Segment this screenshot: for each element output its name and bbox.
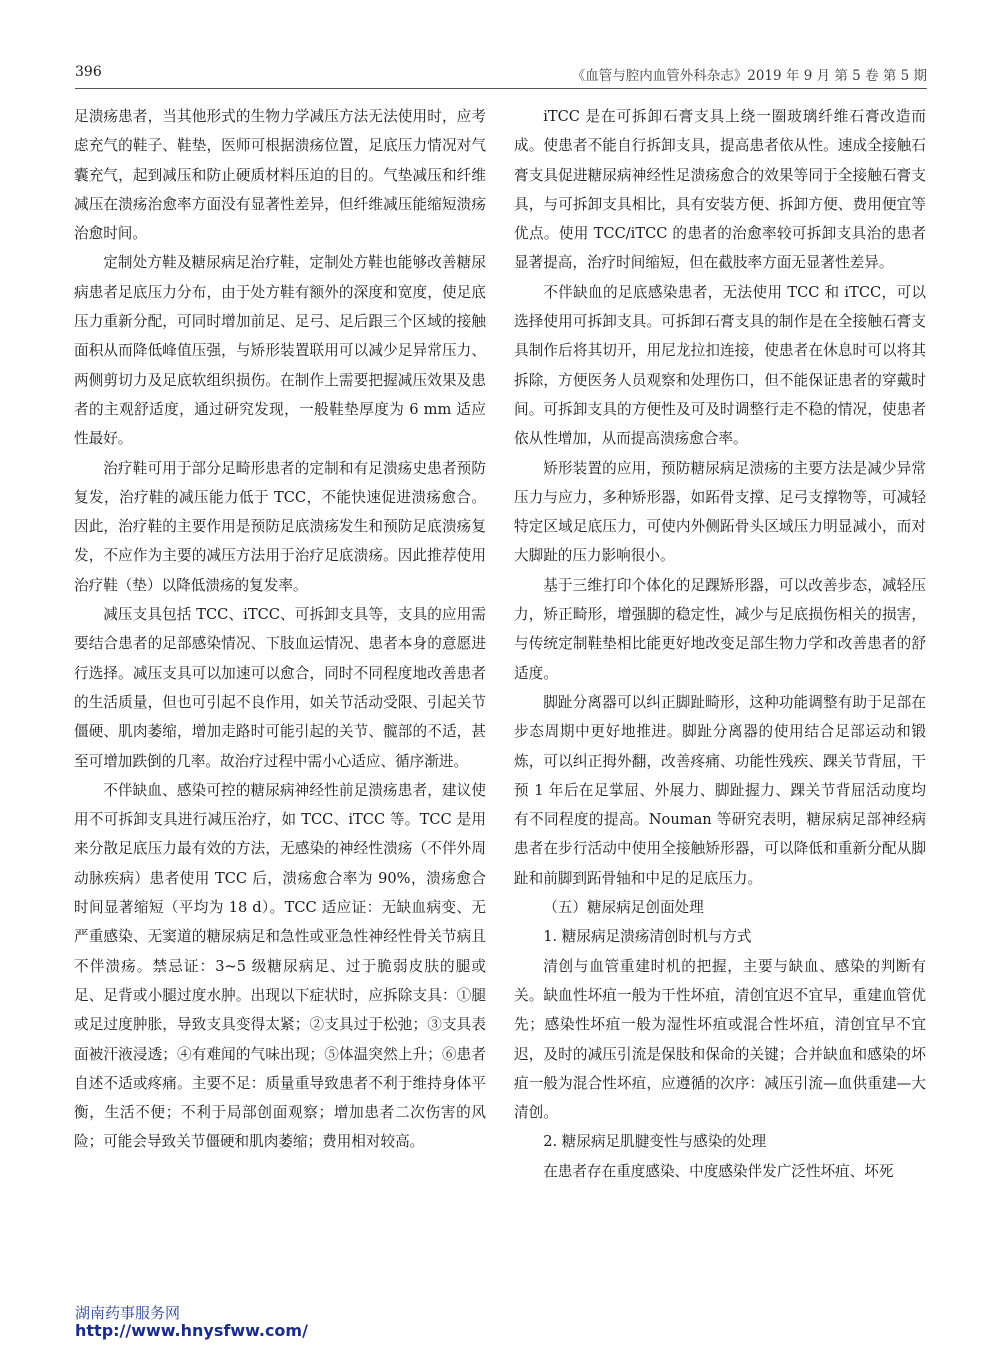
- paragraph: 清创与血管重建时机的把握，主要与缺血、感染的判断有关。缺血性坏疽一般为干性坏疽，清创宜迟不宜早，重建血管优先；感染性坏疽一般为湿性坏疽或混合性坏疽，清创宜早不宜迟，及时的减压引流是保肢和保命的关键；合并缺血和感染的坏疽一般为混合性坏疽，应遵循的次序：减压引流—血供重建—大清创。: [514, 957, 926, 1122]
- right-column: [514, 102, 926, 1186]
- paragraph: 矫形装置的应用，预防糖尿病足溃疡的主要方法是减少异常压力与应力，多种矫形器，如跖骨支撑、足弓支撑物等，可减轻特定区域足底压力，可使内外侧跖骨头区域压力明显减小，而对大脚趾的压力影响很小。: [514, 459, 926, 565]
- paragraph: 定制处方鞋及糖尿病足治疗鞋，定制处方鞋也能够改善糖尿病患者足底压力分布，由于处方鞋有额外的深度和宽度，使足底压力重新分配，可同时增加前足、足弓、足后跟三个区域的接触面积从而降低峰值压强，与矫形装置联用可以减少足异常压力、两侧剪切力及足底软组织损伤。在制作上需要把握减压效果及患者的主观舒适度，通过研究发现，一般鞋垫厚度为 6 mm 适应性最好。: [74, 254, 486, 448]
- journal-citation: 《血管与腔内血管外科杂志》2019 年 9 月 第 5 卷 第 5 期: [571, 68, 927, 84]
- paragraph: 足溃疡患者，当其他形式的生物力学减压方法无法使用时，应考虑充气的鞋子、鞋垫，医师可根据溃疡位置，足底压力情况对气囊充气，起到减压和防止硬质材料压迫的目的。气垫减压和纤维减压在溃疡治愈率方面没有显著性差异，但纤维减压能缩短溃疡治愈时间。: [74, 108, 486, 243]
- paragraph: 在患者存在重度感染、中度感染伴发广泛性坏疽、坏死: [543, 1162, 894, 1180]
- section-heading: （五）糖尿病足创面处理: [543, 899, 704, 917]
- site-url[interactable]: http://www.hnysfww.com/: [75, 1321, 308, 1340]
- paragraph: 治疗鞋可用于部分足畸形患者的定制和有足溃疡史患者预防复发，治疗鞋的减压能力低于 TCC，不能快速促进溃疡愈合。因此，治疗鞋的主要作用是预防足底溃疡发生和预防足底溃疡复发，不应作为主要的减压方法用于治疗足底溃疡。因此推荐使用治疗鞋（垫）以降低溃疡的复发率。: [74, 459, 486, 594]
- header-rule: [75, 88, 927, 89]
- site-name: 湖南药事服务网: [75, 1304, 181, 1322]
- paragraph: iTCC 是在可拆卸石膏支具上绕一圈玻璃纤维石膏改造而成。使患者不能自行拆卸支具，提高患者依从性。速成全接触石膏支具促进糖尿病神经性足溃疡愈合的效果等同于全接触石膏支具，与可拆卸支具相比，具有安装方便、拆卸方便、费用便宜等优点。使用 TCC/iTCC 的患者的治愈率较可拆卸支具治的患者显著提高，治疗时间缩短，但在截肢率方面无显著性差异。: [514, 108, 926, 272]
- paragraph: 脚趾分离器可以纠正脚趾畸形，这种功能调整有助于足部在步态周期中更好地推进。脚趾分离器的使用结合足部运动和锻炼，可以纠正拇外翻，改善疼痛、功能性残疾、踝关节背屈，干预 1 年后在足掌屈、外展力、脚趾握力、踝关节背屈活动度均有不同程度的提高。Nouman 等研究表明，糖尿病足部神经病患者在步行活动中使用全接触矫形器，可以降低和重新分配从脚趾和前脚到跖骨轴和中足的足底压力。: [514, 693, 926, 887]
- paragraph: 不伴缺血、感染可控的糖尿病神经性前足溃疡患者，建议使用不可拆卸支具进行减压治疗，如 TCC、iTCC 等。TCC 是用来分散足底压力最有效的方法，无感染的神经性溃疡（不伴外周动脉疾病）患者使用 TCC 后，溃疡愈合率为 90%，溃疡愈合时间显著缩短（平均为 18 d）。TCC 适应证：无缺血病变、无严重感染、无窦道的糖尿病足和急性或亚急性神经性骨关节病且不伴溃疡。禁忌证：3~5 级糖尿病足、过于脆弱皮肤的腿或足、足背或小腿过度水肿。出现以下症状时，应拆除支具：①腿或足过度肿胀，导致支具变得太紧；②支具过于松弛；③支具表面被汗液浸透；④有难闻的气味出现；⑤体温突然上升；⑥患者自述不适或疼痛。主要不足：质量重导致患者不利于维持身体平衡，生活不便；不利于局部创面观察；增加患者二次伤害的风险；可能会导致关节僵硬和肌肉萎缩；费用相对较高。: [74, 781, 486, 1151]
- running-header: [75, 64, 927, 86]
- subsection-heading: 1. 糖尿病足溃疡清创时机与方式: [543, 928, 752, 946]
- paragraph: 不伴缺血的足底感染患者，无法使用 TCC 和 iTCC，可以选择使用可拆卸支具。可拆卸石膏支具的制作是在全接触石膏支具制作后将其切开，用尼龙拉扣连接，使患者在休息时可以将其拆除，方便医务人员观察和处理伤口，但不能保证患者的穿戴时间。可拆卸支具的方便性及可及时调整行走不稳的情况，使患者依从性增加，从而提高溃疡愈合率。: [514, 283, 926, 448]
- page-number: 396: [75, 64, 102, 80]
- paragraph: 基于三维打印个体化的足踝矫形器，可以改善步态，减轻压力，矫正畸形，增强脚的稳定性，减少与足底损伤相关的损害，与传统定制鞋垫相比能更好地改变足部生物力学和改善患者的舒适度。: [514, 576, 926, 682]
- watermark-footer: [75, 1304, 308, 1340]
- left-column: [74, 102, 486, 1157]
- subsection-heading: 2. 糖尿病足肌腱变性与感染的处理: [543, 1133, 767, 1151]
- paragraph: 减压支具包括 TCC、iTCC、可拆卸支具等，支具的应用需要结合患者的足部感染情况、下肢血运情况、患者本身的意愿进行选择。减压支具可以加速可以愈合，同时不同程度地改善患者的生活质量，但也可引起不良作用，如关节活动受限、引起关节僵硬、肌肉萎缩，增加走路时可能引起的关节、髋部的不适，甚至可增加跌倒的几率。故治疗过程中需小心适应、循序渐进。: [74, 606, 486, 770]
